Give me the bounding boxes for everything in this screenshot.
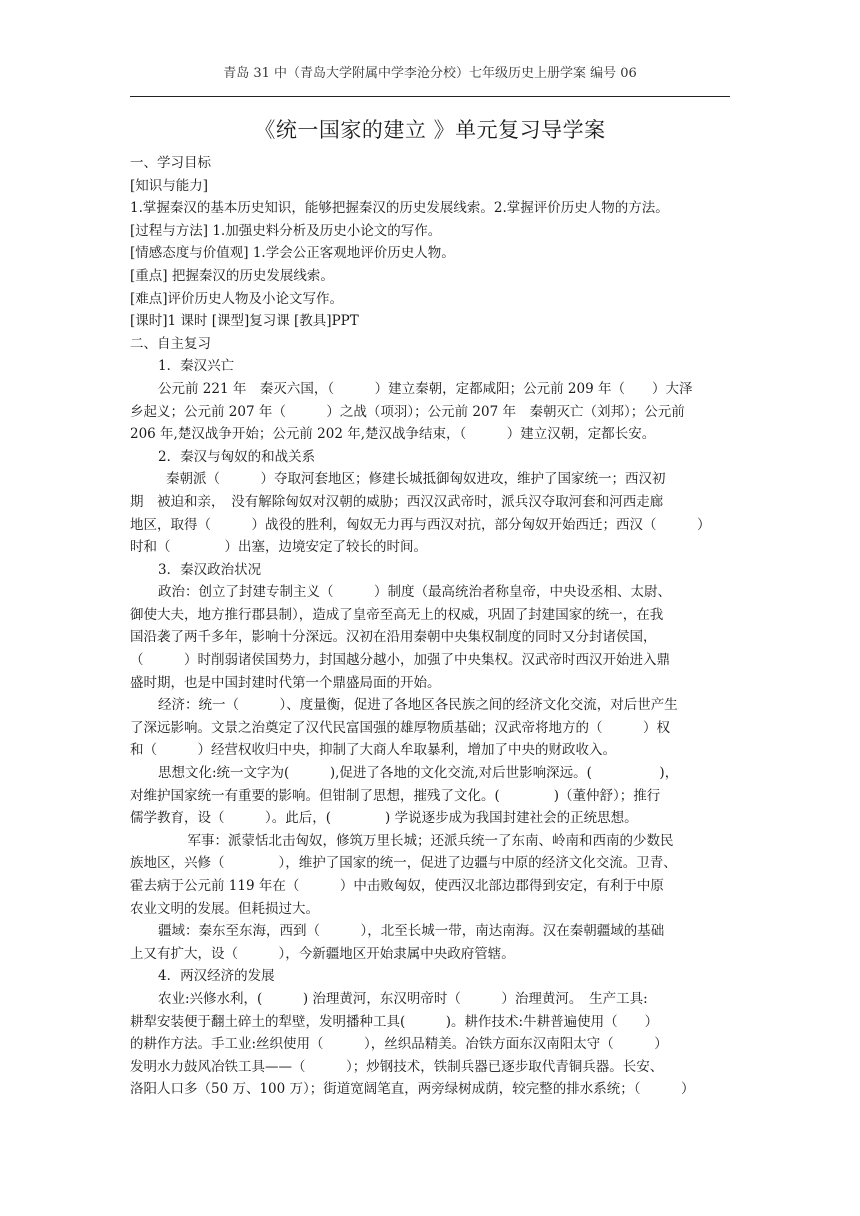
- text-line: 御使大夫，地方推行郡县制），造成了皇帝至高无上的权威，巩固了封建国家的统一，在我: [130, 606, 664, 623]
- document-title: 《统一国家的建立 》单元复习导学案: [254, 118, 606, 142]
- section-heading-review: 二、自主复习: [130, 335, 211, 352]
- text-line: 上又有扩大，设（ ），今新疆地区开始隶属中央政府管辖。: [130, 945, 515, 962]
- text-line: 乡起义；公元前 207 年（ ）之战（项羽）；公元前 207 年 秦朝灭亡（刘邦）；公元前: [130, 403, 685, 420]
- page-header: 青岛 31 中（青岛大学附属中学李沧分校）七年级历史上册学案 编号 06: [223, 66, 637, 81]
- text-line: 政治：创立了封建专制主义（ ）制度（最高统治者称皇帝，中央设丞相、太尉、: [158, 584, 671, 601]
- text-line: 经济：统一（ ）、度量衡，促进了各地区各民族之间的经济文化交流，对后世产生: [158, 697, 678, 714]
- text-line: 霍去病于公元前 119 年在（ ）中击败匈奴，使西汉北部边郡得到安定，有利于中原: [130, 878, 664, 894]
- text-line: 族地区，兴修（ ），维护了国家的统一，促进了边疆与中原的经济文化交流。卫青、: [130, 855, 677, 872]
- objective-knowledge: 1.掌握秦汉的基本历史知识，能够把握秦汉的历史发展线索。2.掌握评价历史人物的方法。: [130, 200, 669, 217]
- text-line: 时和（ ）出塞，边境安定了较长的时间。: [130, 539, 427, 556]
- text-line: （ ）时削弱诸侯国势力，封国越分越小，加强了中央集权。汉武帝时西汉开始进入鼎: [130, 652, 670, 669]
- key-point: [重点] 把握秦汉的历史发展线索。: [130, 267, 334, 284]
- text-line: 疆域：秦东至东海，西到（ ），北至长城一带，南达南海。汉在秦朝疆域的基础: [158, 923, 665, 940]
- objective-attitude: [情感态度与价值观] 1.学会公正客观地评价历史人物。: [130, 245, 455, 262]
- document-body: [130, 152, 730, 1101]
- text-line: 耕犁安装便于翻土碎土的犁壁，发明播种工具( )。耕作技术:牛耕普遍使用（ ）: [130, 1013, 659, 1030]
- text-line: 对维护国家统一有重要的影响。但钳制了思想，摧残了文化。( )（董仲舒）；推行: [130, 787, 661, 804]
- section-heading-objectives: 一、学习目标: [130, 155, 211, 171]
- text-line: 盛时期，也是中国封建时代第一个鼎盛局面的开始。: [130, 674, 441, 691]
- text-line: 206 年,楚汉战争开始；公元前 202 年,楚汉战争结束，（ ）建立汉朝，定都长安。: [130, 426, 656, 443]
- text-line: 思想文化:统一文字为( ),促进了各地的文化交流,对后世影响深远。( )，: [158, 765, 679, 782]
- difficult-point: [难点]评价历史人物及小论文写作。: [130, 290, 344, 307]
- subheading-economy: 4．两汉经济的发展: [158, 968, 275, 985]
- objective-process: [过程与方法] 1.加强史料分析及历史小论文的写作。: [130, 222, 442, 239]
- text-line: 和（ ）经营权收归中央，抑制了大商人牟取暴利，增加了中央的财政收入。: [130, 742, 616, 759]
- text-line: 公元前 221 年 秦灭六国，（ ）建立秦朝，定都咸阳；公元前 209 年（ ）大泽: [158, 380, 693, 397]
- text-line: 农业:兴修水利，( ) 治理黄河，东汉明帝时（ ）治理黄河。 生产工具:: [158, 990, 648, 1007]
- text-line: 军事：派蒙恬北击匈奴，修筑万里长城；还派兵统一了东南、岭南和西南的少数民: [174, 832, 674, 849]
- subheading-politics: 3．秦汉政治状况: [158, 561, 262, 578]
- text-line: 农业文明的发展。但耗损过大。: [130, 900, 319, 917]
- label-knowledge: [知识与能力]: [130, 177, 209, 194]
- text-line: 地区，取得（ ）战役的胜利，匈奴无力再与西汉对抗，部分匈奴开始西迁；西汉（ ）: [130, 516, 711, 533]
- text-line: 了深远影响。文景之治奠定了汉代民富国强的雄厚物质基础；汉武帝将地方的（ ）权: [130, 719, 670, 736]
- text-line: 洛阳人口多（50 万、100 万）；街道宽阔笔直，两旁绿树成荫，较完整的排水系统；（ ）: [130, 1081, 695, 1098]
- text-line: 的耕作方法。手工业:丝织使用（ ），丝织品精美。冶铁方面东汉南阳太守（ ）: [130, 1036, 668, 1053]
- text-line: 期 被迫和亲， 没有解除匈奴对汉朝的威胁；西汉汉武帝时，派兵汉夺取河套和河西走廊: [130, 493, 664, 510]
- text-line: 发明水力鼓风冶铁工具——（ ）；炒钢技术，铁制兵器已逐步取代青铜兵器。长安、: [130, 1058, 664, 1075]
- class-info: [课时]1 课时 [课型]复习课 [教具]PPT: [130, 313, 359, 330]
- subheading-qin-han-rise-fall: 1．秦汉兴亡: [158, 358, 235, 375]
- text-line: 儒学教育，设（ ）。此后，( ) 学说逐步成为我国封建社会的正统思想。: [130, 810, 638, 827]
- header-divider: [130, 96, 730, 97]
- text-line: 国沿袭了两千多年，影响十分深远。汉初在沿用秦朝中央集权制度的同时又分封诸侯国，: [130, 629, 657, 646]
- text-line: 秦朝派（ ）夺取河套地区；修建长城抵御匈奴进攻，维护了国家统一；西汉初: [166, 471, 666, 488]
- subheading-xiongnu-relations: 2．秦汉与匈奴的和战关系: [158, 448, 316, 465]
